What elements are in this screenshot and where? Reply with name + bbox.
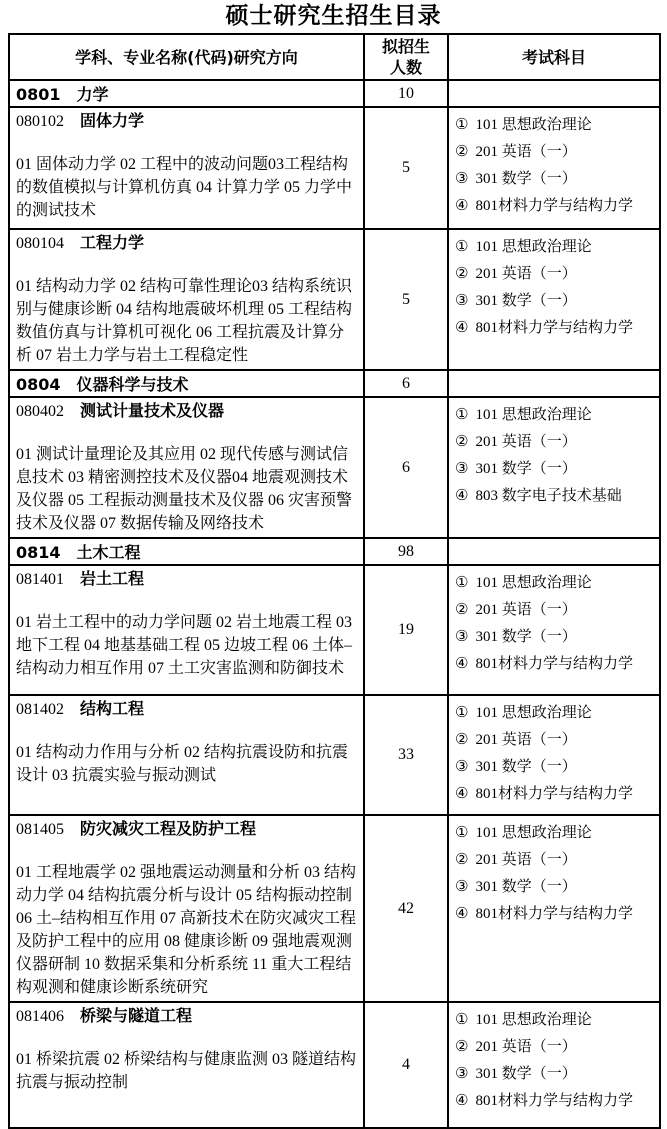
major-row [9,1002,660,1128]
major-heading [16,110,357,133]
exam-subject-label: 101 思想政治理论 [475,407,592,423]
exam-number: ③ [455,627,469,645]
quota-value: 6 [364,370,448,397]
exam-subject-item [455,165,657,192]
section-name: 仪器科学与技术 [76,375,189,394]
exam-subjects-cell [448,1002,660,1128]
quota-value: 6 [364,397,448,538]
exam-number: ③ [455,757,469,775]
exam-subject-item [455,455,657,482]
exam-number: ③ [455,877,469,895]
exam-number: ① [455,823,469,841]
exam-number: ② [455,730,469,748]
exam-subject-item [455,1033,657,1060]
exam-subjects-cell [448,565,660,695]
major-name: 防灾减灾工程及防护工程 [80,819,257,838]
exam-subject-item [455,1006,657,1033]
exam-subject-label: 301 数学（一） [475,629,577,645]
major-cell [9,1002,364,1128]
major-cell [9,565,364,695]
research-directions: 01 固体动力学 02 工程中的波动问题03工程结构的数值模拟与计算机仿真 04 计算力学 05 力学中的测试技术 [16,156,353,219]
quota-value: 19 [364,565,448,695]
exam-number: ③ [455,169,469,187]
major-name: 测试计量技术及仪器 [80,401,225,420]
major-row [9,107,660,229]
exam-subject-item [455,111,657,138]
exam-subject-item [455,482,657,509]
exam-subjects-cell [448,815,660,1002]
exam-subjects-cell [448,695,660,815]
research-directions: 01 结构动力学 02 结构可靠性理论03 结构系统识别与健康诊断 04 结构地震破坏机理 05 工程结构数值仿真与计算机可视化 06 工程抗震及计算分析 07 岩土力学与岩土工程稳定性 [16,278,353,364]
major-cell [9,815,364,1002]
section-title-cell [9,370,364,397]
exam-subject-label: 101 思想政治理论 [475,705,592,721]
research-directions: 01 工程地震学 02 强地震运动测量和分析 03 结构动力学 04 结构抗震分析与设计 05 结构振动控制 06 土–结构相互作用 07 高新技术在防灾减灾工程及防护工程中的应用 08 健康诊断 09 强地震观测仪器研制 10 数据采集和分析系统 11 重大工程结构观测和健康诊断系统研究 [16,864,357,996]
major-heading [16,400,357,423]
exam-subject-label: 301 数学（一） [475,171,577,187]
major-heading [16,232,357,255]
exam-number: ① [455,573,469,591]
exam-subject-item [455,819,657,846]
exam-subject-item [455,192,657,219]
exam-subject-item [455,569,657,596]
exam-number: ④ [455,486,469,504]
exam-subject-label: 803 数字电子技术基础 [475,488,622,504]
section-row [9,538,660,565]
exam-number: ② [455,850,469,868]
exam-subject-label: 201 英语（一） [475,144,577,160]
quota-value: 98 [364,538,448,565]
exam-subject-label: 201 英语（一） [475,266,577,282]
exam-subjects-cell [448,370,660,397]
major-code: 080402 [16,403,64,420]
exam-subject-item [455,138,657,165]
exam-number: ④ [455,784,469,802]
major-row [9,229,660,370]
exam-subject-label: 201 英语（一） [475,732,577,748]
exam-subject-list [455,233,657,341]
exam-subject-label: 301 数学（一） [475,461,577,477]
table-body [9,80,660,1128]
major-name: 固体力学 [80,111,145,130]
major-name: 岩土工程 [80,569,145,588]
quota-value: 4 [364,1002,448,1128]
exam-number: ② [455,432,469,450]
exam-subject-label: 201 英语（一） [475,852,577,868]
exam-subjects-cell [448,538,660,565]
exam-number: ① [455,115,469,133]
exam-number: ② [455,142,469,160]
exam-number: ③ [455,1064,469,1082]
exam-number: ① [455,1010,469,1028]
exam-subject-label: 801材料力学与结构力学 [475,786,633,802]
major-code: 081401 [16,571,64,588]
quota-value: 5 [364,107,448,229]
exam-number: ④ [455,1091,469,1109]
exam-number: ① [455,405,469,423]
exam-subject-list [455,1006,657,1114]
exam-subject-item [455,623,657,650]
exam-number: ④ [455,904,469,922]
exam-subject-label: 301 数学（一） [475,1066,577,1082]
section-name: 土木工程 [76,543,141,562]
exam-number: ② [455,600,469,618]
research-directions: 01 测试计量理论及其应用 02 现代传感与测试信息技术 03 精密测控技术及仪器04 地震观测技术及仪器 05 工程振动测量技术及仪器 06 灾害预警技术及仪器 07 数据传输及网络技术 [16,446,353,532]
major-cell [9,397,364,538]
exam-subject-list [455,819,657,927]
major-name: 工程力学 [80,233,145,252]
exam-subject-label: 801材料力学与结构力学 [475,1093,633,1109]
exam-number: ② [455,1037,469,1055]
exam-number: ① [455,237,469,255]
section-code: 0804 [16,375,61,394]
quota-value: 5 [364,229,448,370]
exam-subject-list [455,401,657,509]
exam-subjects-cell [448,397,660,538]
exam-subject-label: 301 数学（一） [475,293,577,309]
major-code: 081406 [16,1008,64,1025]
header-row [9,34,660,80]
exam-subject-list [455,569,657,677]
exam-subject-item [455,900,657,927]
exam-subject-item [455,233,657,260]
exam-subject-label: 101 思想政治理论 [475,239,592,255]
exam-subject-item [455,873,657,900]
exam-subject-item [455,1060,657,1087]
exam-subject-item [455,780,657,807]
column-header-subjects: 考试科目 [448,34,660,80]
exam-subject-list [455,699,657,807]
major-row [9,695,660,815]
exam-subject-label: 201 英语（一） [475,434,577,450]
admissions-table [8,33,661,1129]
exam-subject-label: 301 数学（一） [475,759,577,775]
section-title-cell [9,80,364,107]
page-title: 硕士研究生招生目录 [225,3,442,29]
document-page [0,3,667,1129]
exam-subject-label: 101 思想政治理论 [475,117,592,133]
exam-subject-label: 801材料力学与结构力学 [475,656,633,672]
quota-value: 42 [364,815,448,1002]
exam-subjects-cell [448,229,660,370]
major-cell [9,695,364,815]
exam-subject-item [455,428,657,455]
exam-subject-item [455,650,657,677]
major-name: 结构工程 [80,699,145,718]
exam-subject-item [455,314,657,341]
exam-number: ① [455,703,469,721]
major-code: 080104 [16,235,64,252]
exam-subject-item [455,401,657,428]
column-header-quota-label: 拟招生人数 [381,37,430,77]
exam-number: ② [455,264,469,282]
exam-number: ④ [455,196,469,214]
exam-subject-label: 801材料力学与结构力学 [475,320,633,336]
exam-subject-item [455,699,657,726]
exam-subject-label: 201 英语（一） [475,602,577,618]
exam-subject-label: 301 数学（一） [475,879,577,895]
exam-subjects-cell [448,80,660,107]
exam-number: ③ [455,291,469,309]
exam-subject-item [455,1087,657,1114]
exam-subject-label: 101 思想政治理论 [475,1012,592,1028]
exam-subject-item [455,596,657,623]
research-directions: 01 桥梁抗震 02 桥梁结构与健康监测 03 隧道结构抗震与振动控制 [16,1051,357,1091]
exam-subject-label: 201 英语（一） [475,1039,577,1055]
column-header-discipline: 学科、专业名称(代码)研究方向 [9,34,364,80]
exam-subject-label: 101 思想政治理论 [475,575,592,591]
table-header [9,34,660,80]
exam-number: ④ [455,654,469,672]
column-header-quota [364,34,448,80]
major-name: 桥梁与隧道工程 [80,1006,193,1025]
major-cell [9,229,364,370]
major-heading [16,698,357,721]
major-code: 081405 [16,821,64,838]
exam-subjects-cell [448,107,660,229]
section-code: 0814 [16,543,61,562]
exam-subject-label: 801材料力学与结构力学 [475,198,633,214]
quota-value: 33 [364,695,448,815]
major-heading [16,568,357,591]
major-code: 080102 [16,113,64,130]
major-code: 081402 [16,701,64,718]
exam-subject-item [455,726,657,753]
exam-subject-label: 801材料力学与结构力学 [475,906,633,922]
exam-subject-item [455,287,657,314]
exam-number: ④ [455,318,469,336]
section-code: 0801 [16,85,61,104]
major-heading [16,818,357,841]
exam-subject-label: 101 思想政治理论 [475,825,592,841]
exam-subject-item [455,753,657,780]
exam-subject-item [455,846,657,873]
section-row [9,370,660,397]
section-title-cell [9,538,364,565]
section-name: 力学 [76,85,109,104]
exam-subject-list [455,111,657,219]
major-heading [16,1005,357,1028]
research-directions: 01 结构动力作用与分析 02 结构抗震设防和抗震设计 03 抗震实验与振动测试 [16,744,349,784]
major-row [9,565,660,695]
major-row [9,397,660,538]
exam-subject-item [455,260,657,287]
section-row [9,80,660,107]
major-cell [9,107,364,229]
exam-number: ③ [455,459,469,477]
research-directions: 01 岩土工程中的动力学问题 02 岩土地震工程 03 地下工程 04 地基基础工程 05 边坡工程 06 土体–结构动力相互作用 07 土工灾害监测和防御技术 [16,614,353,677]
major-row [9,815,660,1002]
quota-value: 10 [364,80,448,107]
